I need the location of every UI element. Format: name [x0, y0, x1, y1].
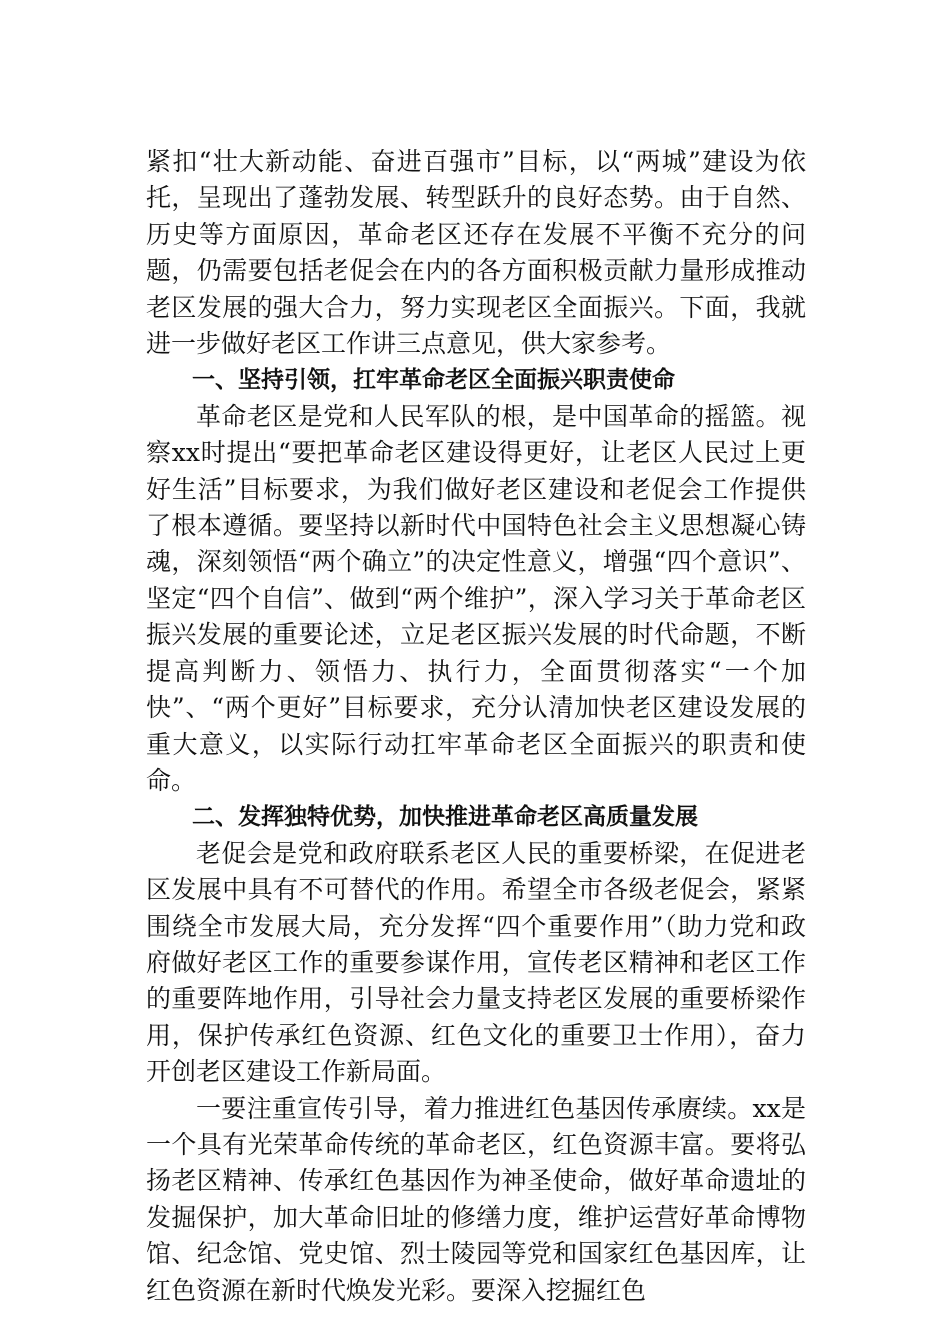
document-page: [146, 144, 806, 1309]
body-paragraph: 紧扣“壮大新动能、奋进百强市”目标，以“两城”建设为依托，呈现出了蓬勃发展、转型跃升的良好态势。由于自然、历史等方面原因，革命老区还存在发展不平衡不充分的问题，仍需要包括老促会在内的各方面积极贡献力量形成推动老区发展的强大合力，努力实现老区全面振兴。下面，我就进一步做好老区工作讲三点意见，供大家参考。: [146, 147, 806, 359]
body-paragraph: 一要注重宣传引导，着力推进红色基因传承赓续。xx是一个具有光荣革命传统的革命老区，红色资源丰富。要将弘扬老区精神、传承红色基因作为神圣使命，做好革命遗址的发掘保护，加大革命旧址的修缮力度，维护运营好革命博物馆、纪念馆、党史馆、烈士陵园等党和国家红色基因库，让红色资源在新时代焕发光彩。要深入挖掘红色: [146, 1093, 806, 1305]
body-paragraph: 老促会是党和政府联系老区人民的重要桥梁，在促进老区发展中具有不可替代的作用。希望全市各级老促会，紧紧围绕全市发展大局，充分发挥“四个重要作用”（助力党和政府做好老区工作的重要参谋作用，宣传老区精神和老区工作的重要阵地作用，引导社会力量支持老区发展的重要桥梁作用，保护传承红色资源、红色文化的重要卫士作用），奋力开创老区建设工作新局面。: [146, 838, 806, 1087]
body-paragraph: 革命老区是党和人民军队的根，是中国革命的摇篮。视察xx时提出“要把革命老区建设得更好，让老区人民过上更好生活”目标要求，为我们做好老区建设和老促会工作提供了根本遵循。要坚持以新时代中国特色社会主义思想凝心铸魂，深刻领悟“两个确立”的决定性意义，增强“四个意识”、坚定“四个自信”、做到“两个维护”，深入学习关于革命老区振兴发展的重要论述，立足老区振兴发展的时代命题，不断提高判断力、领悟力、执行力，全面贯彻落实“一个加快”、“两个更好”目标要求，充分认清加快老区建设发展的重大意义，以实际行动扛牢革命老区全面振兴的职责和使命。: [146, 401, 806, 795]
section-heading: 一、坚持引领，扛牢革命老区全面振兴职责使命: [192, 367, 675, 394]
section-heading: 二、发挥独特优势，加快推进革命老区高质量发展: [192, 804, 698, 831]
